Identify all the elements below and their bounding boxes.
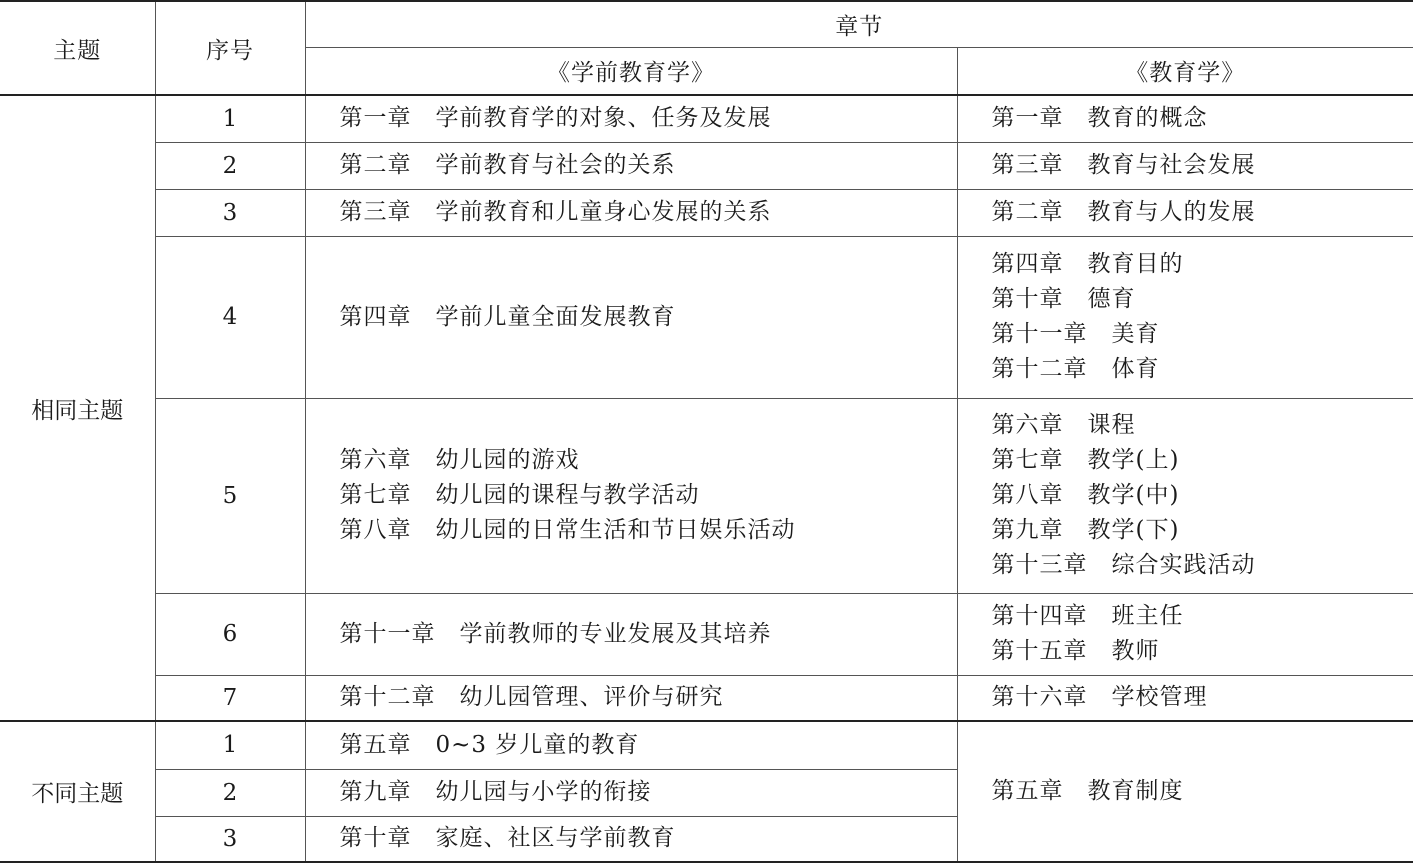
book-a-line: 第二章 学前教育与社会的关系 (340, 148, 957, 183)
book-a-line: 第十章 家庭、社区与学前教育 (340, 821, 957, 856)
book-a-line: 第十二章 幼儿园管理、评价与研究 (340, 680, 957, 715)
header-chapter: 章节 (305, 1, 1413, 47)
book-a-cell (305, 816, 957, 862)
index-cell: 5 (155, 398, 305, 593)
book-b-cell (957, 189, 1413, 236)
book-a-cell (305, 236, 957, 398)
book-b-cell (957, 95, 1413, 142)
book-a-cell (305, 189, 957, 236)
book-b-line: 第五章 教育制度 (992, 774, 1413, 809)
index-cell: 4 (155, 236, 305, 398)
book-a-line: 第六章 幼儿园的游戏 (340, 443, 957, 478)
book-b-line: 第十三章 综合实践活动 (992, 548, 1413, 583)
table-row (0, 236, 1413, 398)
book-b-cell (957, 142, 1413, 189)
book-b-line: 第十六章 学校管理 (992, 680, 1413, 715)
index-cell: 6 (155, 593, 305, 675)
book-b-line: 第七章 教学(上) (992, 443, 1413, 478)
table-row (0, 95, 1413, 142)
book-b-line: 第一章 教育的概念 (992, 101, 1413, 136)
table-row (0, 142, 1413, 189)
index-cell: 2 (155, 769, 305, 816)
index-cell: 7 (155, 675, 305, 721)
table-row (0, 398, 1413, 593)
book-b-line: 第八章 教学(中) (992, 478, 1413, 513)
book-b-cell (957, 236, 1413, 398)
index-cell: 3 (155, 816, 305, 862)
book-a-line: 第八章 幼儿园的日常生活和节日娱乐活动 (340, 513, 957, 548)
book-a-line: 第一章 学前教育学的对象、任务及发展 (340, 101, 957, 136)
table-row (0, 721, 1413, 769)
book-b-line: 第十五章 教师 (992, 634, 1413, 669)
index-cell: 1 (155, 721, 305, 769)
book-b-line: 第十四章 班主任 (992, 599, 1413, 634)
book-b-cell (957, 675, 1413, 721)
book-b-merged-cell (957, 721, 1413, 862)
book-a-cell (305, 769, 957, 816)
book-a-cell (305, 593, 957, 675)
table-row (0, 189, 1413, 236)
book-a-cell (305, 721, 957, 769)
book-a-cell (305, 398, 957, 593)
header-topic: 主题 (0, 1, 155, 95)
book-b-line: 第十一章 美育 (992, 317, 1413, 352)
book-a-line: 第四章 学前儿童全面发展教育 (340, 300, 957, 335)
book-a-line: 第三章 学前教育和儿童身心发展的关系 (340, 195, 957, 230)
book-b-line: 第四章 教育目的 (992, 247, 1413, 282)
header-book-b: 《教育学》 (957, 47, 1413, 95)
book-b-cell (957, 593, 1413, 675)
book-b-line: 第九章 教学(下) (992, 513, 1413, 548)
book-b-cell (957, 398, 1413, 593)
book-a-cell (305, 95, 957, 142)
index-cell: 2 (155, 142, 305, 189)
book-a-cell (305, 675, 957, 721)
book-a-line: 第九章 幼儿园与小学的衔接 (340, 775, 957, 810)
index-cell: 1 (155, 95, 305, 142)
table-row (0, 593, 1413, 675)
topic-cell-same: 相同主题 (0, 95, 155, 721)
book-a-line: 第十一章 学前教师的专业发展及其培养 (340, 617, 957, 652)
book-a-line: 第五章 0~3 岁儿童的教育 (340, 728, 957, 763)
header-book-a: 《学前教育学》 (305, 47, 957, 95)
book-b-line: 第六章 课程 (992, 408, 1413, 443)
book-b-line: 第三章 教育与社会发展 (992, 148, 1413, 183)
index-cell: 3 (155, 189, 305, 236)
book-a-cell (305, 142, 957, 189)
topic-cell-different: 不同主题 (0, 721, 155, 862)
book-a-line: 第七章 幼儿园的课程与教学活动 (340, 478, 957, 513)
book-b-line: 第二章 教育与人的发展 (992, 195, 1413, 230)
table-row (0, 675, 1413, 721)
book-b-line: 第十二章 体育 (992, 352, 1413, 387)
book-b-line: 第十章 德育 (992, 282, 1413, 317)
header-index: 序号 (155, 1, 305, 95)
header-row-1 (0, 1, 1413, 47)
